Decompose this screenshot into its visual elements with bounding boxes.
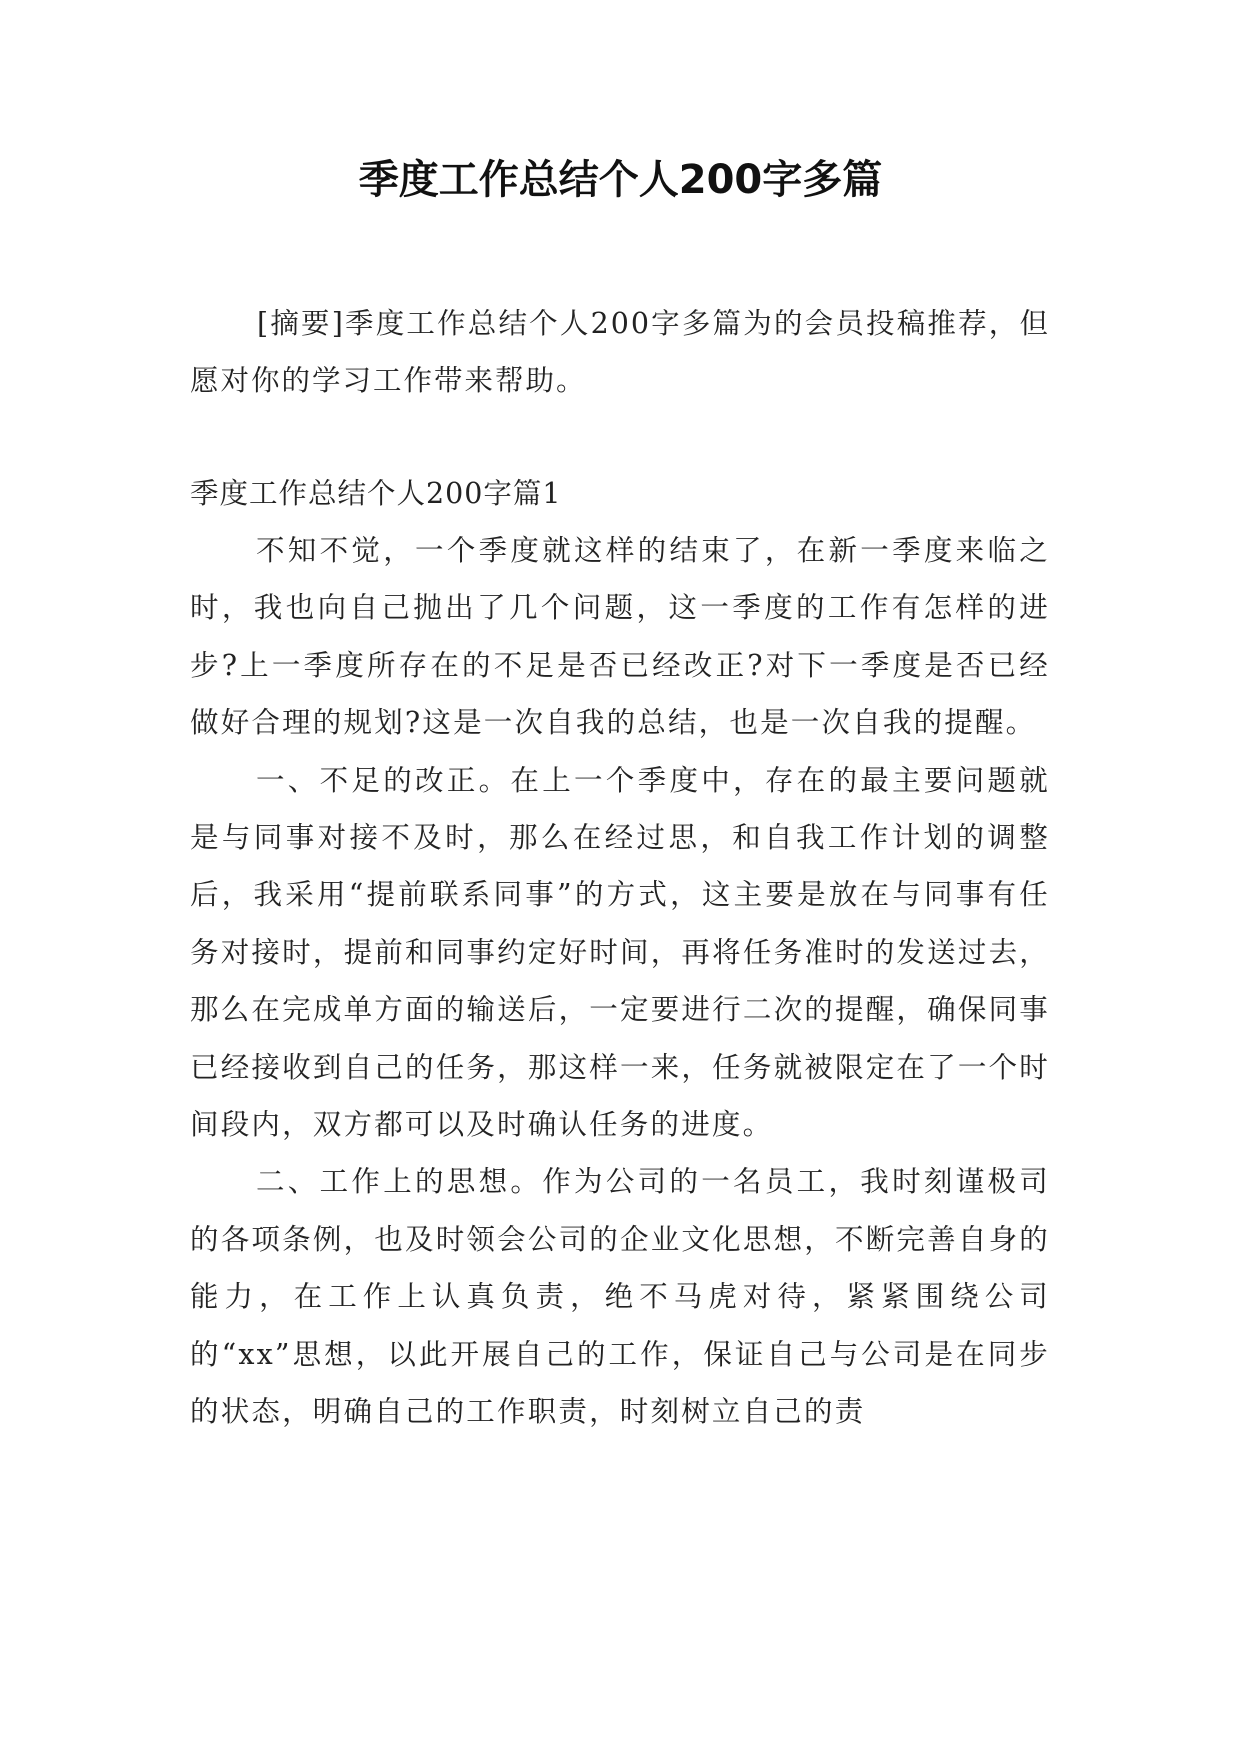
body-paragraph-3: 二、工作上的思想。作为公司的一名员工，我时刻谨极司的各项条例，也及时领会公司的企业文化思想，不断完善自身的能力，在工作上认真负责，绝不马虎对待，紧紧围绕公司的“xx”思想，以此开展自己的工作，保证自己与公司是在同步的状态，明确自己的工作职责，时刻树立自己的责 <box>190 1165 1050 1429</box>
section-body <box>190 522 1050 1441</box>
body-paragraph-1: 不知不觉，一个季度就这样的结束了，在新一季度来临之时，我也向自己抛出了几个问题，这一季度的工作有怎样的进步?上一季度所存在的不足是否已经改正?对下一季度是否已经做好合理的规划?这是一次自我的总结，也是一次自我的提醒。 <box>190 534 1050 740</box>
body-paragraph-2: 一、不足的改正。在上一个季度中，存在的最主要问题就是与同事对接不及时，那么在经过思，和自我工作计划的调整后，我采用“提前联系同事”的方式，这主要是放在与同事有任务对接时，提前和同事约定好时间，再将任务准时的发送过去，那么在完成单方面的输送后，一定要进行二次的提醒，确保同事已经接收到自己的任务，那这样一来，任务就被限定在了一个时间段内，双方都可以及时确认任务的进度。 <box>190 763 1050 1142</box>
section-heading: 季度工作总结个人200字篇1 <box>190 477 562 510</box>
document-title: 季度工作总结个人200字多篇 <box>358 157 883 203</box>
abstract-paragraph: [摘要]季度工作总结个人200字多篇为的会员投稿推荐，但愿对你的学习工作带来帮助。 <box>190 307 1050 397</box>
